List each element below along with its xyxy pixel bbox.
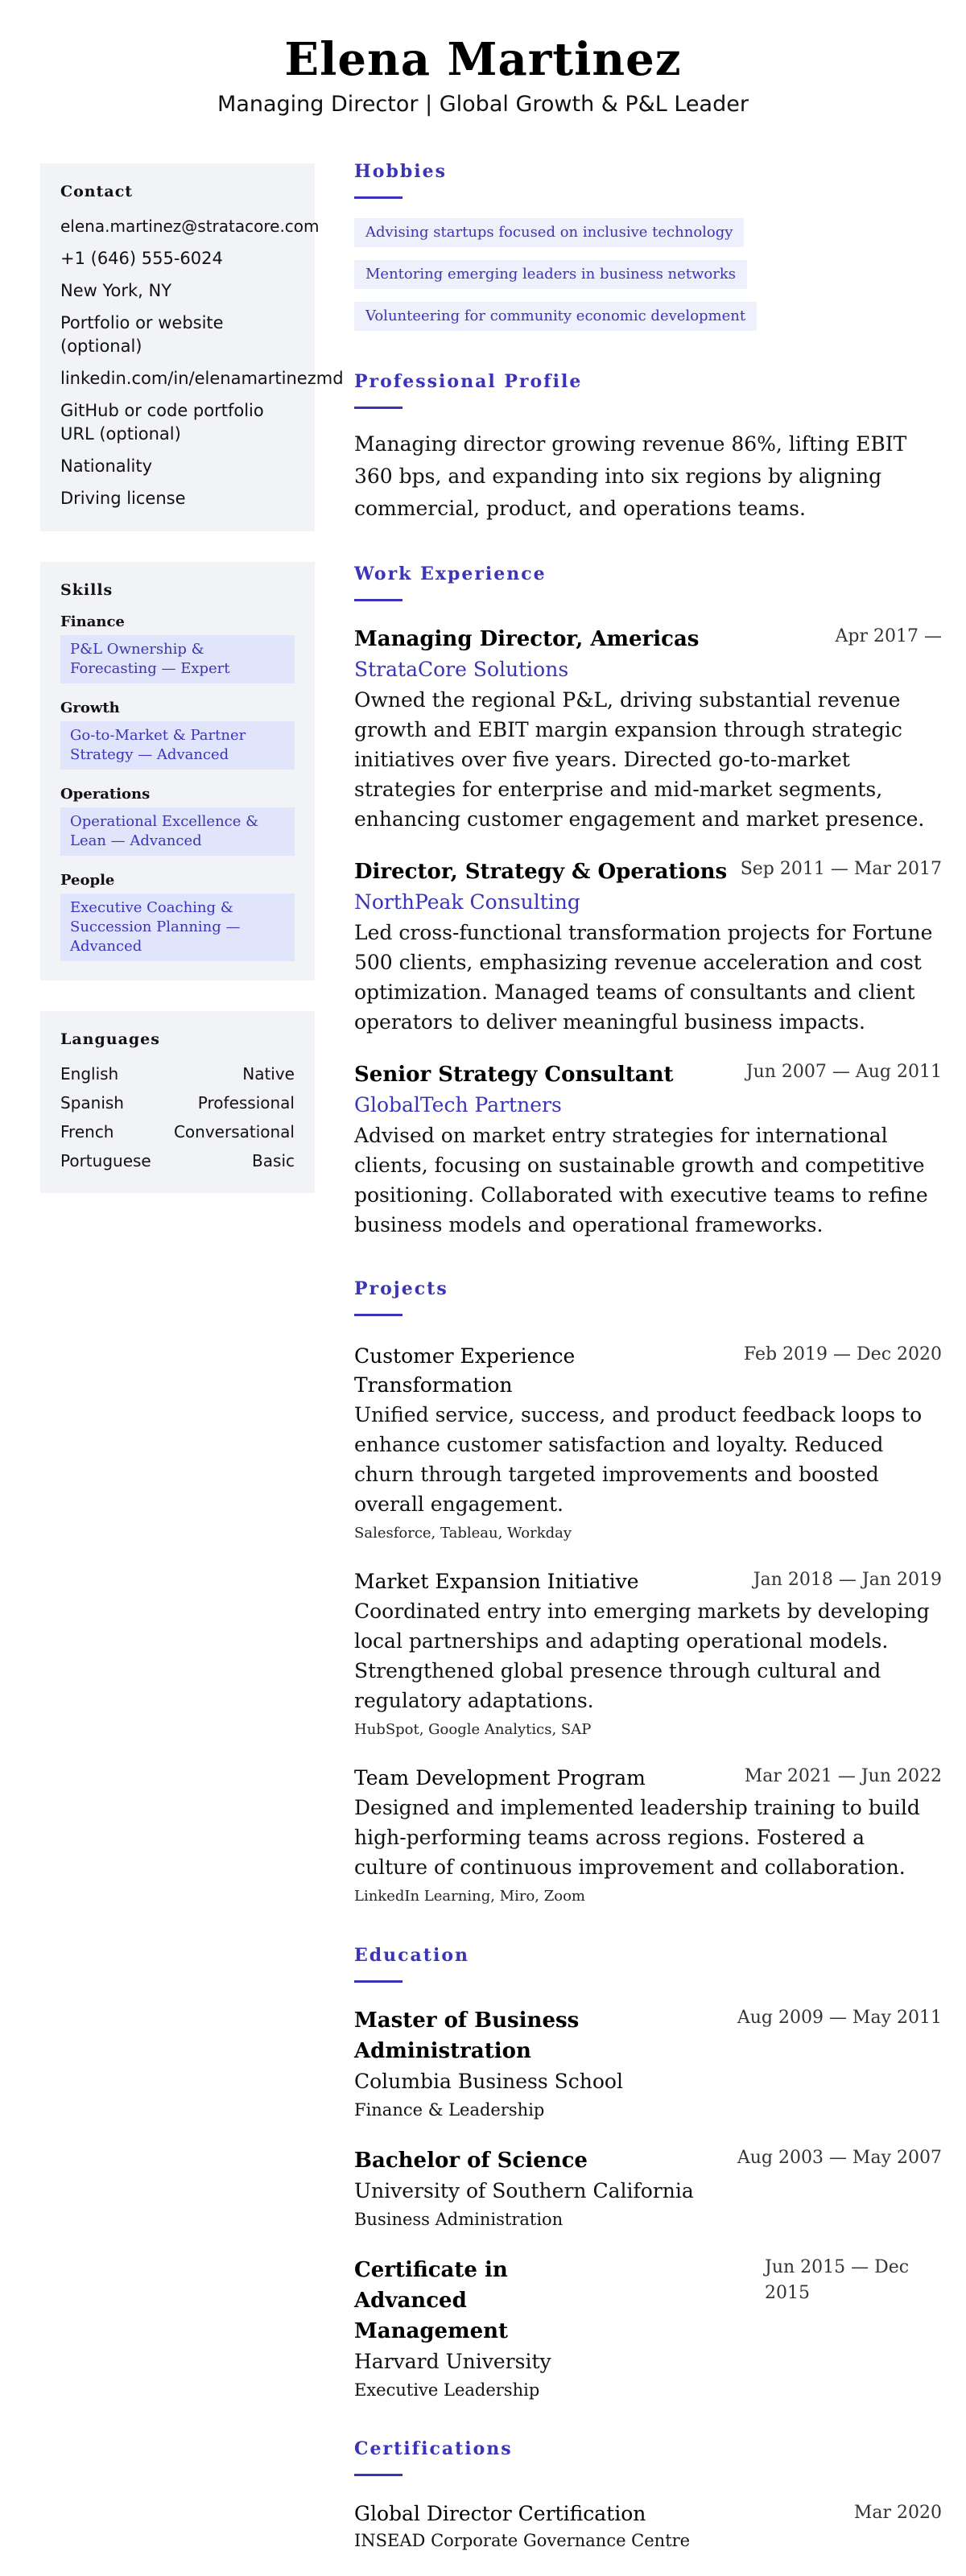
- profile-title: Professional Profile: [354, 371, 583, 392]
- certification-entry: [354, 2500, 942, 2553]
- project-dates: Feb 2019 — Dec 2020: [743, 1344, 942, 1364]
- entry-header: [354, 2255, 942, 2347]
- entry-header: [354, 2145, 942, 2176]
- main-content: [354, 161, 942, 2576]
- hobbies-title: Hobbies: [354, 161, 447, 182]
- resume-header: [0, 0, 966, 117]
- experience-entry: [354, 857, 942, 1037]
- project-tech: HubSpot, Google Analytics, SAP: [354, 1721, 592, 1738]
- contact-linkedin[interactable]: linkedin.com/in/elenamartinezmd: [60, 369, 344, 388]
- section-divider: [354, 1980, 402, 1983]
- section-divider: [354, 407, 402, 409]
- skill-group-title: People: [60, 872, 115, 889]
- language-row: [60, 1150, 295, 1172]
- company-name: StrataCore Solutions: [354, 658, 569, 681]
- language-name: English: [60, 1064, 119, 1084]
- certifications-section: [354, 2438, 942, 2553]
- job-title: Director, Strategy & Operations: [354, 860, 728, 884]
- project-name: Team Development Program: [354, 1766, 646, 1790]
- field-of-study: Finance & Leadership: [354, 2100, 545, 2120]
- contact-driving-license: Driving license: [60, 489, 186, 508]
- hobbies-section: [354, 161, 942, 344]
- language-level: Conversational: [173, 1122, 295, 1141]
- project-description: Coordinated entry into emerging markets by developing local partnerships and adapting operational models. Strengthened global presence through cultural and regulatory adaptations.: [354, 1600, 930, 1712]
- company-name: NorthPeak Consulting: [354, 890, 580, 914]
- project-name: Customer Experience Transformation: [354, 1344, 576, 1397]
- education-entry: [354, 2005, 942, 2123]
- section-divider: [354, 1314, 402, 1316]
- education-dates: Jun 2015 — Dec 2015: [765, 2257, 910, 2303]
- project-dates: Mar 2021 — Jun 2022: [744, 1766, 942, 1786]
- sidebar: [40, 163, 344, 1224]
- certification-date: Mar 2020: [853, 2503, 942, 2523]
- language-name: Portuguese: [60, 1151, 151, 1170]
- project-entry: [354, 1342, 942, 1545]
- experience-entry: [354, 1059, 942, 1240]
- certification-issuer: INSEAD Corporate Governance Centre: [354, 2531, 691, 2550]
- project-entry: [354, 1567, 942, 1741]
- contact-portfolio: Portfolio or website (optional): [60, 313, 224, 356]
- job-description: Owned the regional P&L, driving substantial revenue growth and EBIT margin expansion through strategic initiatives over five years. Directed go-to-market strategies for enterprise and mid-market segments, enhancing customer engagement and market presence.: [354, 688, 925, 831]
- degree-name: Master of Business Administration: [354, 2008, 580, 2063]
- contact-title: Contact: [60, 183, 134, 200]
- school-name: Harvard University: [354, 2350, 551, 2373]
- field-of-study: Business Administration: [354, 2210, 564, 2229]
- language-name: French: [60, 1122, 114, 1141]
- skill-tag: P&L Ownership & Forecasting — Expert: [60, 635, 295, 683]
- job-description: Led cross-functional transformation projects for Fortune 500 clients, emphasizing revenue acceleration and cost optimization. Managed teams of consultants and client operators to deliver meaningful business impacts.: [354, 921, 933, 1034]
- projects-title: Projects: [354, 1278, 448, 1299]
- entry-header: [354, 1342, 942, 1400]
- job-description: Advised on market entry strategies for international clients, focusing on sustainable growth and competitive positioning. Collaborated with executive teams to refine business models and operational frameworks.: [354, 1124, 928, 1236]
- school-name: Columbia Business School: [354, 2070, 623, 2093]
- school-name: University of Southern California: [354, 2179, 694, 2202]
- field-of-study: Executive Leadership: [354, 2380, 540, 2400]
- languages-title: Languages: [60, 1030, 160, 1048]
- skill-group-title: Growth: [60, 700, 120, 716]
- skill-tag: Go-to-Market & Partner Strategy — Advanced: [60, 721, 295, 770]
- project-dates: Jan 2018 — Jan 2019: [753, 1570, 942, 1590]
- entry-header: [354, 1764, 942, 1793]
- experience-title: Work Experience: [354, 564, 547, 584]
- contact-github: GitHub or code portfolio URL (optional): [60, 401, 264, 444]
- degree-name: Bachelor of Science: [354, 2149, 588, 2173]
- contact-card: [40, 163, 344, 531]
- education-dates: Aug 2003 — May 2007: [737, 2148, 942, 2168]
- project-name: Market Expansion Initiative: [354, 1570, 639, 1593]
- entry-header: [354, 1567, 942, 1596]
- contact-email[interactable]: elena.martinez@stratacore.com: [60, 217, 320, 236]
- hobby-tag: Mentoring emerging leaders in business networks: [354, 260, 747, 289]
- profile-section: [354, 371, 942, 525]
- candidate-name: Elena Martinez: [284, 33, 682, 86]
- education-dates: Aug 2009 — May 2011: [737, 2008, 942, 2028]
- degree-name: Certificate in Advanced Management: [354, 2258, 509, 2343]
- experience-entry: [354, 624, 942, 834]
- contact-phone: +1 (646) 555-6024: [60, 249, 223, 268]
- skills-title: Skills: [60, 581, 114, 599]
- candidate-headline: Managing Director | Global Growth & P&L Leader: [217, 91, 749, 117]
- hobby-tag: Volunteering for community economic development: [354, 302, 757, 331]
- entry-header: [354, 624, 942, 654]
- project-tech: LinkedIn Learning, Miro, Zoom: [354, 1888, 585, 1905]
- contact-location: New York, NY: [60, 281, 172, 300]
- project-description: Designed and implemented leadership training to build high-performing teams across regions. Fostered a culture of continuous improvement and collaboration.: [354, 1796, 920, 1879]
- skills-card: [40, 562, 315, 980]
- entry-header: [354, 857, 942, 887]
- languages-card: [40, 1011, 315, 1193]
- company-name: GlobalTech Partners: [354, 1093, 562, 1117]
- education-entry: [354, 2145, 942, 2232]
- job-dates: Sep 2011 — Mar 2017: [740, 859, 942, 879]
- contact-nationality: Nationality: [60, 456, 153, 476]
- skill-group-title: Finance: [60, 613, 125, 630]
- entry-header: [354, 1059, 942, 1090]
- job-dates: Apr 2017 —: [835, 626, 942, 646]
- experience-section: [354, 564, 942, 1240]
- language-name: Spanish: [60, 1093, 124, 1113]
- skill-tag: Executive Coaching & Succession Planning — Advanced: [60, 894, 295, 961]
- certification-name: Global Director Certification: [354, 2502, 646, 2525]
- section-divider: [354, 2474, 402, 2476]
- language-row: [60, 1121, 295, 1143]
- skill-group-title: Operations: [60, 786, 151, 803]
- language-level: Basic: [252, 1151, 295, 1170]
- language-row: [60, 1092, 295, 1114]
- project-tech: Salesforce, Tableau, Workday: [354, 1525, 572, 1542]
- education-title: Education: [354, 1945, 469, 1966]
- job-dates: Jun 2007 — Aug 2011: [745, 1062, 942, 1082]
- hobby-tag: Advising startups focused on inclusive technology: [354, 218, 744, 247]
- project-description: Unified service, success, and product feedback loops to enhance customer satisfaction and loyalty. Reduced churn through targeted improvements and boosted overall engagement.: [354, 1403, 923, 1516]
- section-divider: [354, 196, 402, 199]
- profile-summary: Managing director growing revenue 86%, lifting EBIT 360 bps, and expanding into six regions by aligning commercial, product, and operations teams.: [354, 432, 907, 520]
- job-title: Managing Director, Americas: [354, 627, 700, 651]
- section-divider: [354, 599, 402, 601]
- education-entry: [354, 2255, 942, 2403]
- projects-section: [354, 1278, 942, 1908]
- education-section: [354, 1945, 942, 2403]
- entry-header: [354, 2005, 942, 2066]
- language-row: [60, 1063, 295, 1085]
- language-level: Native: [242, 1064, 295, 1084]
- job-title: Senior Strategy Consultant: [354, 1063, 674, 1087]
- project-entry: [354, 1764, 942, 1908]
- language-level: Professional: [197, 1093, 295, 1113]
- certifications-title: Certifications: [354, 2438, 513, 2459]
- skill-tag: Operational Excellence & Lean — Advanced: [60, 807, 295, 856]
- entry-header: [354, 2500, 942, 2528]
